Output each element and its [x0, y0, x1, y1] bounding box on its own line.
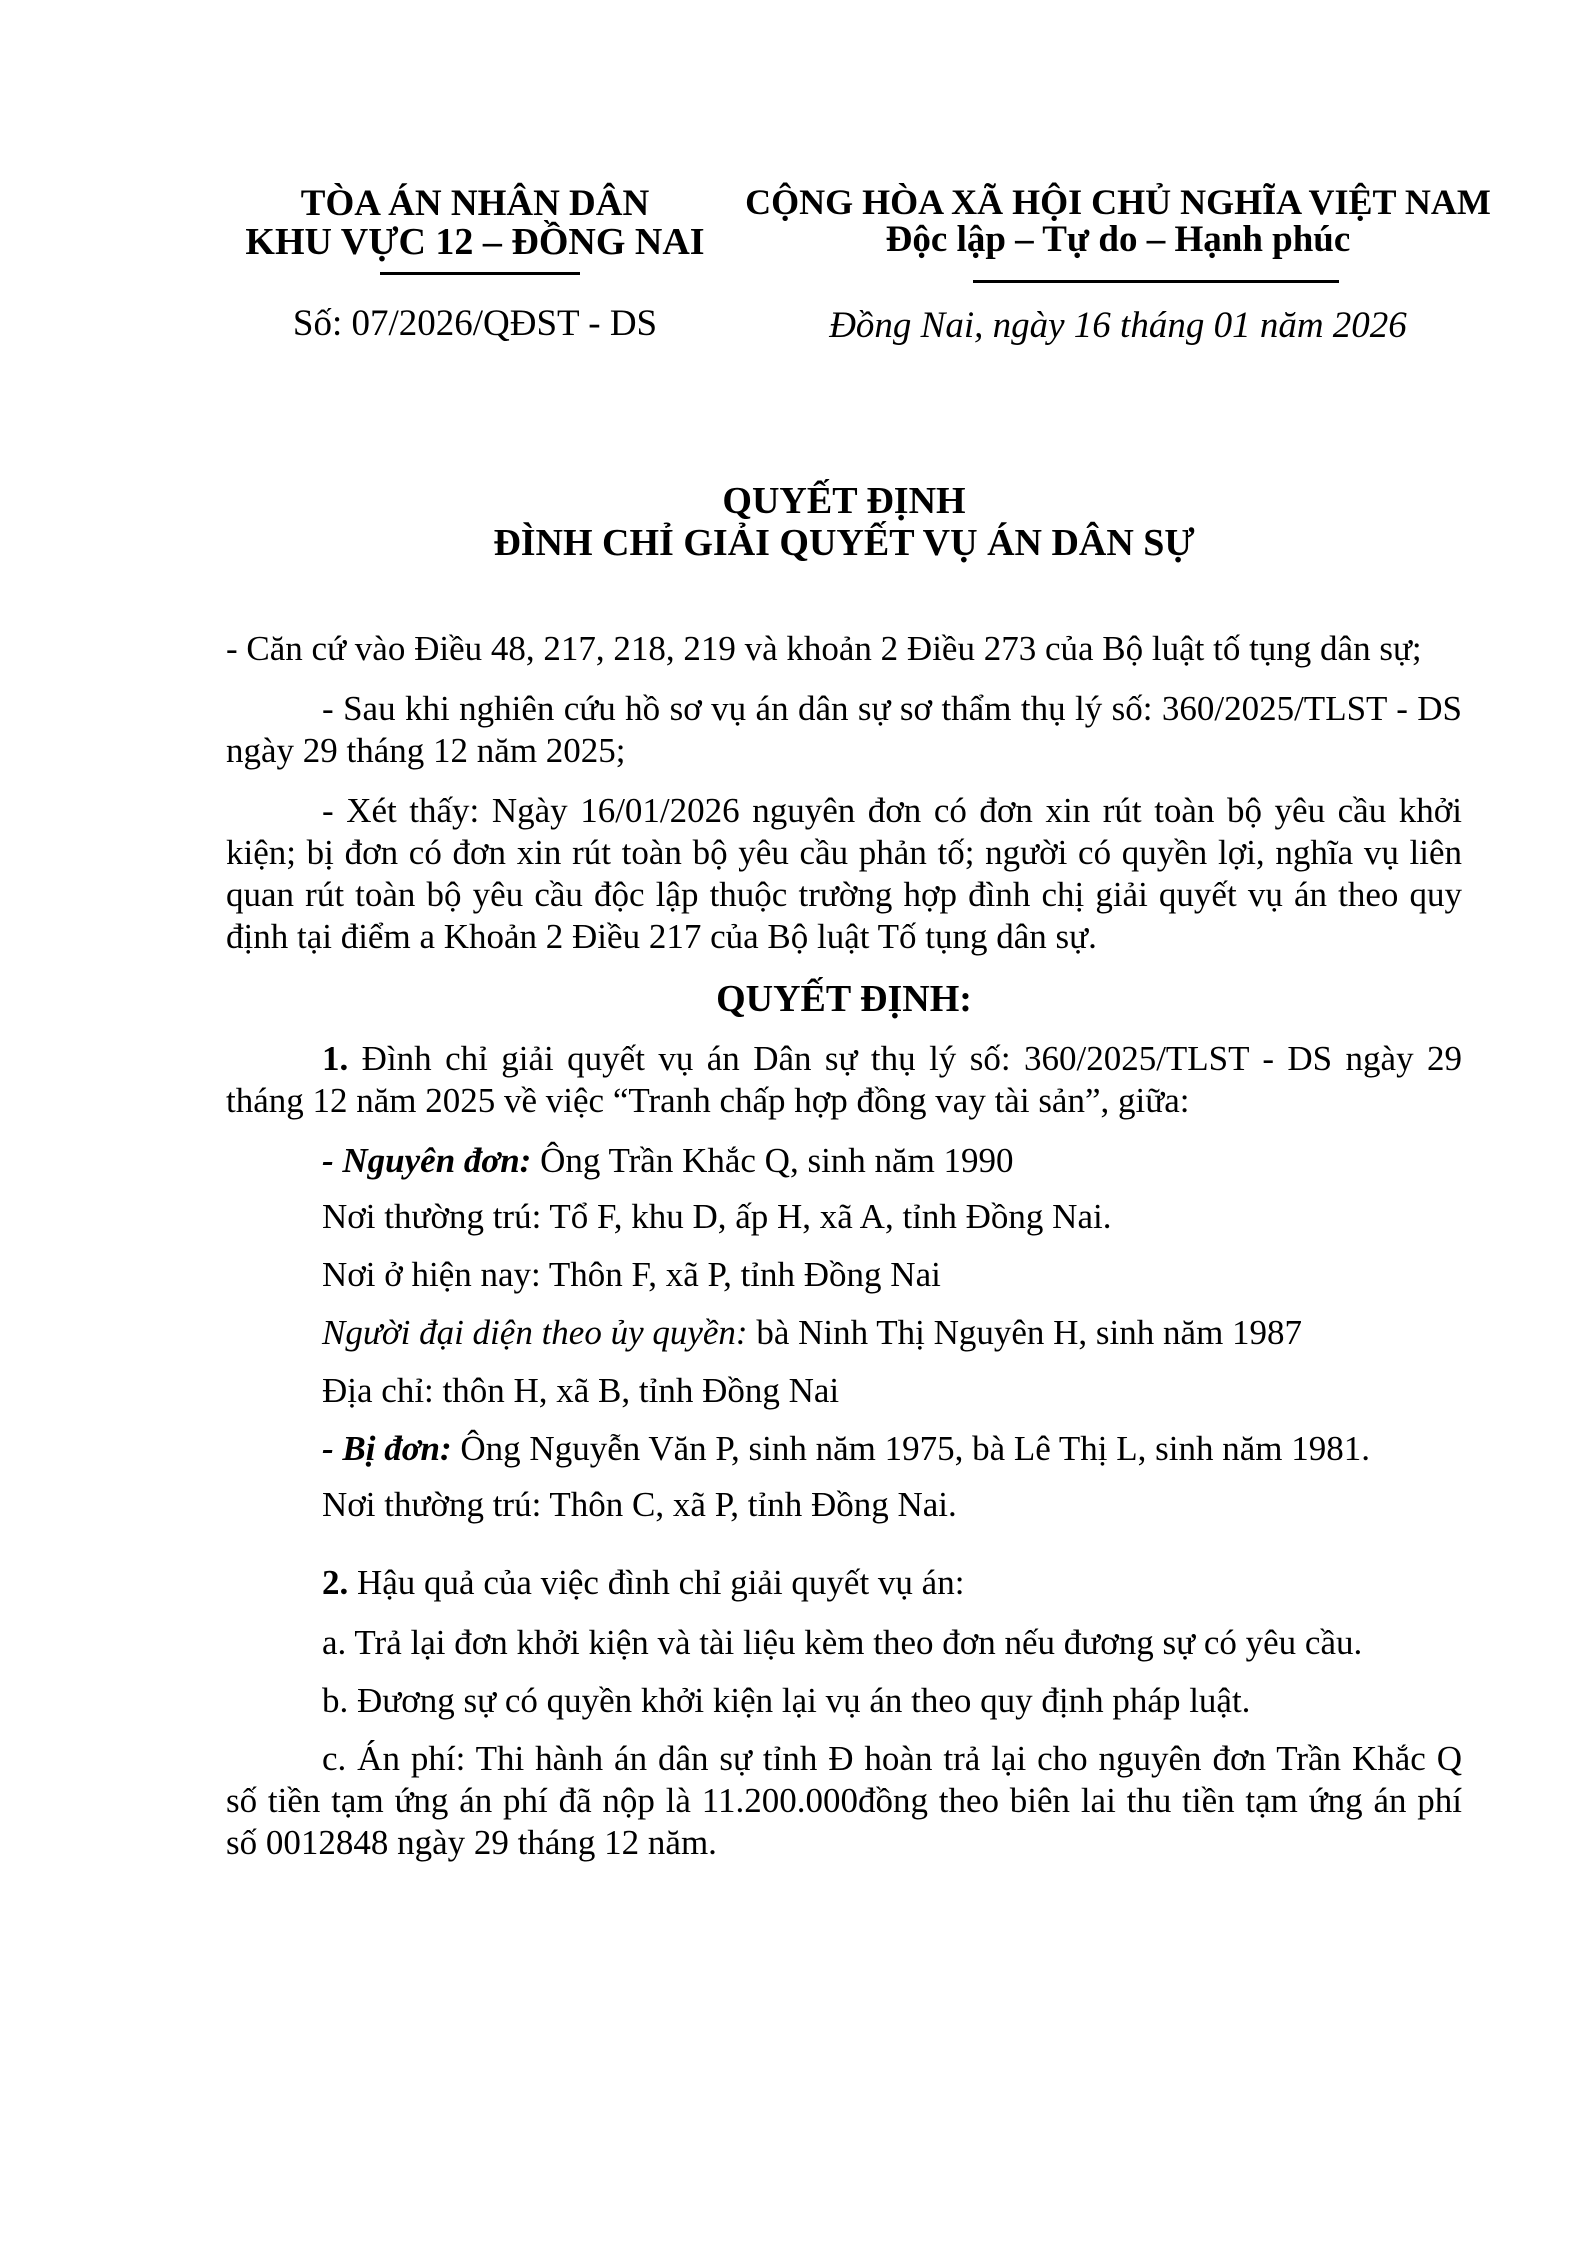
- document-number: Số: 07/2026/QĐST - DS: [292, 303, 658, 344]
- place-date-line: Đồng Nai, ngày 16 tháng 01 năm 2026: [829, 305, 1407, 346]
- preamble-paragraph-findings: - Xét thấy: Ngày 16/01/2026 nguyên đơn có đơn xin rút toàn bộ yêu cầu khởi kiện; bị đơn có đơn xin rút toàn bộ yêu cầu phản tố; người có quyền lợi, nghĩa vụ liên quan rút toàn bộ yêu cầu độc lập thuộc trường hợp đình chị giải quyết vụ án theo quy định tại điểm a Khoản 2 Điều 217 của Bộ luật Tố tụng dân sự.: [226, 791, 1462, 956]
- consequence-item-b: b. Đương sự có quyền khởi kiện lại vụ án theo quy định pháp luật.: [322, 1681, 1251, 1720]
- decision-item-2: [226, 1562, 1462, 1604]
- decision-item-2-number: 2.: [322, 1563, 349, 1602]
- representative-line: [226, 1312, 1462, 1354]
- decision-heading: QUYẾT ĐỊNH:: [716, 978, 972, 1020]
- preamble-paragraph-legal-basis: - Căn cứ vào Điều 48, 217, 218, 219 và khoản 2 Điều 273 của Bộ luật tố tụng dân sự;: [226, 629, 1422, 668]
- document-body: [226, 480, 1462, 1864]
- document-title-line1: QUYẾT ĐỊNH: [722, 480, 966, 522]
- republic-motto-line1: CỘNG HÒA XÃ HỘI CHỦ NGHĨA VIỆT NAM: [745, 182, 1491, 222]
- court-header-underline: [380, 272, 580, 275]
- decision-item-1-text: Đình chỉ giải quyết vụ án Dân sự thụ lý số: 360/2025/TLST - DS ngày 29 tháng 12 năm 2025 về việc “Tranh chấp hợp đồng vay tài sản”, giữa:: [226, 1039, 1462, 1120]
- plaintiff-name: Ông Trần Khắc Q, sinh năm 1990: [540, 1141, 1014, 1180]
- defendant-line: [226, 1428, 1462, 1470]
- document-title-line2: ĐÌNH CHỈ GIẢI QUYẾT VỤ ÁN DÂN SỰ: [493, 522, 1195, 564]
- consequence-item-a: a. Trả lại đơn khởi kiện và tài liệu kèm theo đơn nếu đương sự có yêu cầu.: [322, 1623, 1363, 1662]
- defendant-label: - Bị đơn:: [322, 1429, 452, 1468]
- consequence-item-c: c. Án phí: Thi hành án dân sự tỉnh Đ hoàn trả lại cho nguyên đơn Trần Khắc Q số tiền tạm ứng án phí đã nộp là 11.200.000đồng theo biên lai thu tiền tạm ứng án phí số 0012848 ngày 29 tháng 12 năm.: [226, 1739, 1462, 1862]
- plaintiff-residence-line: Nơi thường trú: Tổ F, khu D, ấp H, xã A, tỉnh Đồng Nai.: [322, 1197, 1112, 1236]
- court-name-line1: TÒA ÁN NHÂN DÂN: [300, 183, 650, 224]
- representative-address-line: Địa chỉ: thôn H, xã B, tỉnh Đồng Nai: [322, 1371, 840, 1410]
- decision-item-2-text: Hậu quả của việc đình chỉ giải quyết vụ án:: [357, 1563, 965, 1602]
- representative-name: bà Ninh Thị Nguyên H, sinh năm 1987: [756, 1313, 1303, 1352]
- decision-item-1-number: 1.: [322, 1039, 349, 1078]
- plaintiff-current-address-line: Nơi ở hiện nay: Thôn F, xã P, tỉnh Đồng Nai: [322, 1255, 941, 1294]
- republic-motto-line2: Độc lập – Tự do – Hạnh phúc: [885, 219, 1351, 260]
- republic-header-underline: [973, 280, 1339, 283]
- plaintiff-label: - Nguyên đơn:: [322, 1141, 532, 1180]
- defendant-names: Ông Nguyễn Văn P, sinh năm 1975, bà Lê Thị L, sinh năm 1981.: [460, 1429, 1370, 1468]
- plaintiff-line: [226, 1140, 1462, 1182]
- court-name-line2: KHU VỰC 12 – ĐỒNG NAI: [245, 221, 705, 263]
- preamble-paragraph-case-review: - Sau khi nghiên cứu hồ sơ vụ án dân sự sơ thẩm thụ lý số: 360/2025/TLST - DS ngày 29 tháng 12 năm 2025;: [226, 689, 1462, 770]
- defendant-residence-line: Nơi thường trú: Thôn C, xã P, tỉnh Đồng Nai.: [322, 1485, 957, 1524]
- decision-item-1: [226, 1038, 1462, 1122]
- representative-label: Người đại diện theo ủy quyền:: [322, 1313, 748, 1352]
